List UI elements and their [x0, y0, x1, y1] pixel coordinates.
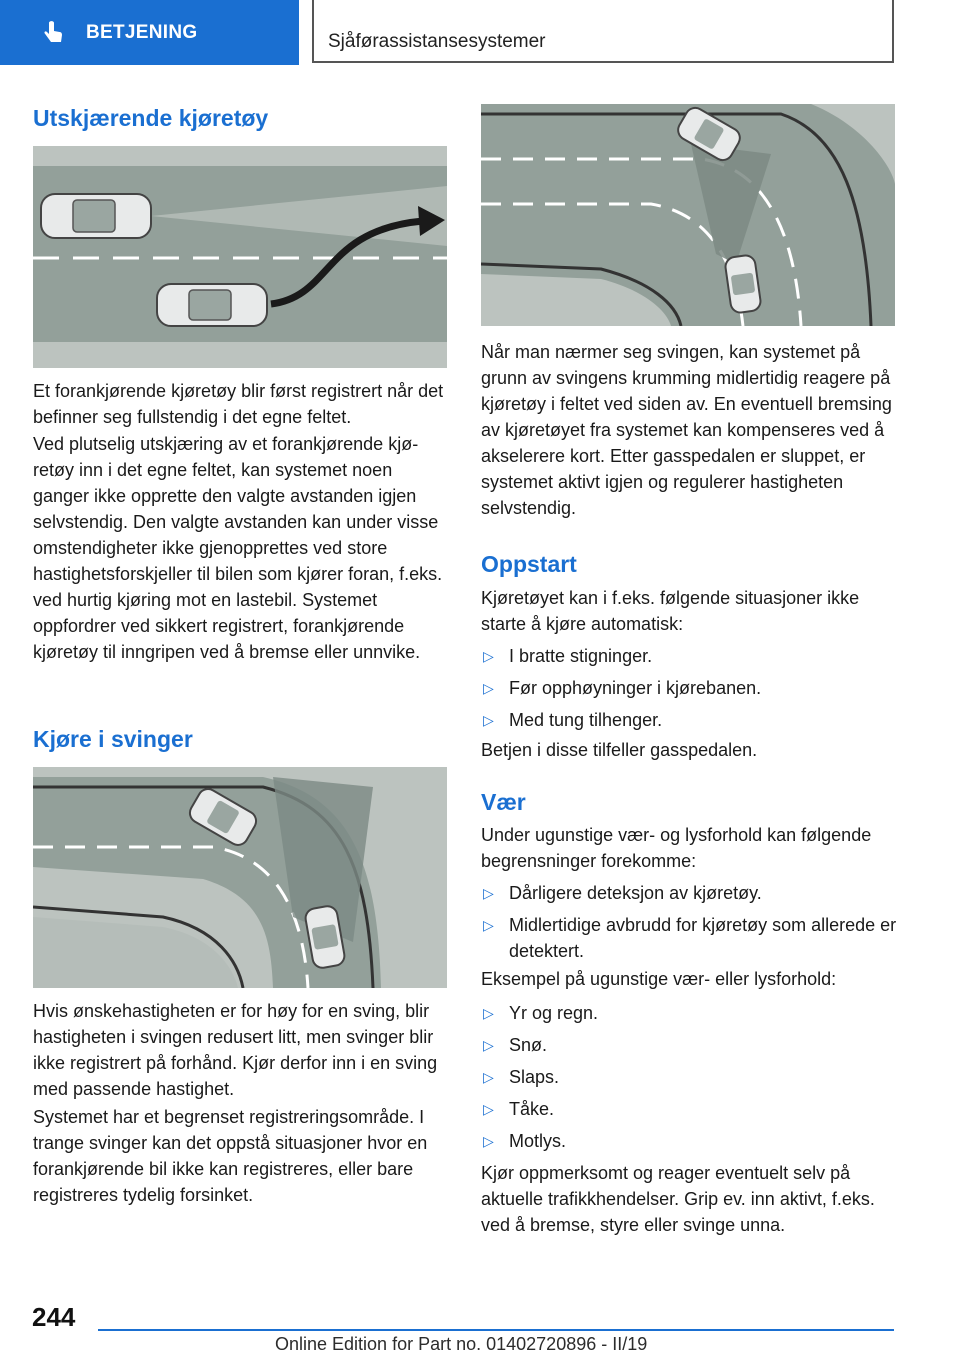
heading-curves: Kjøre i svinger [33, 726, 193, 752]
list-item: ▷ Yr og regn. [481, 1000, 897, 1026]
paragraph: Ved plutselig utskjæring av et forankjørende kjøretøy inn i det egne feltet, kan systemet noen ganger ikke opprette den valgte avstanden igjen selvstendig. Den valgte avstanden kan under visse omstendigheter ikke gjenopprettes ved store hastighetsforskjeller til bilen som kjører foran, f.eks. ved hurtig kjøring mot en lastebil. Systemet oppfordrer ved sikkert registrert, forankjørende kjøretøy til inngripen ved å bremse eller unnvike. [33, 434, 443, 662]
hand-pointer-icon [40, 20, 66, 46]
chapter-title: Sjåførassistansesystemer [328, 31, 546, 52]
paragraph: Kjøretøyet kan i f.eks. følgende situasjoner ikke starte å kjøre automatisk: [481, 588, 860, 634]
paragraph: Kjør oppmerksomt og reager eventuelt selv på aktuelle trafikkhendelser. Grip ev. inn aktivt, f.eks. ved å bremse, styre eller svinge unna. [481, 1163, 875, 1235]
list-item: ▷ Før opphøyninger i kjørebanen. [481, 675, 897, 701]
car-icon [41, 194, 151, 238]
start-list [481, 643, 897, 739]
car-icon [724, 254, 762, 314]
heading-weather: Vær [481, 789, 526, 815]
list-item: ▷ Midlertidige avbrudd for kjøretøy som allerede er detektert. [481, 912, 897, 964]
bullet-triangle-icon: ▷ [483, 680, 494, 696]
list-item: ▷ Slaps. [481, 1064, 897, 1090]
bullet-triangle-icon: ▷ [483, 712, 494, 728]
list-item: ▷ Motlys. [481, 1128, 897, 1154]
heading-cut-in: Utskjærende kjøretøy [33, 105, 269, 131]
heading-start: Oppstart [481, 551, 577, 577]
cut-in-illustration [33, 146, 447, 368]
footer-edition[interactable]: Online Edition for Part no. 01402720896 - II/19 [275, 1334, 648, 1354]
bullet-triangle-icon: ▷ [483, 1101, 494, 1117]
paragraph: Under ugunstige vær- og lysforhold kan følgende begrensninger forekomme: [481, 825, 872, 871]
page-number: 244 [32, 1302, 76, 1332]
list-item: ▷ Tåke. [481, 1096, 897, 1122]
bullet-triangle-icon: ▷ [483, 1069, 494, 1085]
paragraph: Betjen i disse tilfeller gasspedalen. [481, 740, 758, 760]
footer-divider [98, 1329, 894, 1331]
bullet-triangle-icon: ▷ [483, 648, 494, 664]
list-item: ▷ Snø. [481, 1032, 897, 1058]
list-item: ▷ Dårligere deteksjon av kjøretøy. [481, 880, 897, 906]
weather-list [481, 880, 897, 970]
example-list [481, 1000, 897, 1160]
bullet-triangle-icon: ▷ [483, 885, 494, 901]
chapter-header [312, 0, 894, 63]
bullet-triangle-icon: ▷ [483, 1133, 494, 1149]
section-tab[interactable] [0, 0, 299, 65]
paragraph: Når man nærmer seg svingen, kan systemet på grunn av svingens krumming midlertidig reagere på kjøretøy i feltet ved siden av. En eventuell bremsing av kjøretøyet fra systemet kan kompenseres ved å akselerere kort. Etter gasspedalen er sluppet, er systemet aktivt igjen og regulerer hastigheten selvstendig. [481, 342, 892, 518]
paragraph: Et forankjørende kjøretøy blir først registrert når det befinner seg fullstendig i det egne feltet. [33, 381, 444, 427]
paragraph: Hvis ønskehastigheten er for høy for en sving, blir hastigheten i svingen redusert litt, men svinger blir ikke registrert på forhånd. Kjør derfor inn i en sving med passende hastighet. [33, 1001, 438, 1099]
list-item: ▷ Med tung tilhenger. [481, 707, 897, 733]
adjacent-lane-illustration [481, 104, 895, 326]
bullet-triangle-icon: ▷ [483, 1005, 494, 1021]
bullet-triangle-icon: ▷ [483, 1037, 494, 1053]
section-tab-label: BETJENING [86, 21, 198, 43]
paragraph: Systemet har et begrenset registreringsområde. I trange svinger kan det oppstå situasjoner hvor en forankjørende bil ikke kan registreres, eller bare registreres tydelig forsinket. [33, 1107, 428, 1205]
car-icon [157, 284, 267, 326]
bullet-triangle-icon: ▷ [483, 917, 494, 933]
list-item: ▷ I bratte stigninger. [481, 643, 897, 669]
curve-illustration [33, 767, 447, 988]
paragraph: Eksempel på ugunstige vær- eller lysforhold: [481, 969, 837, 989]
